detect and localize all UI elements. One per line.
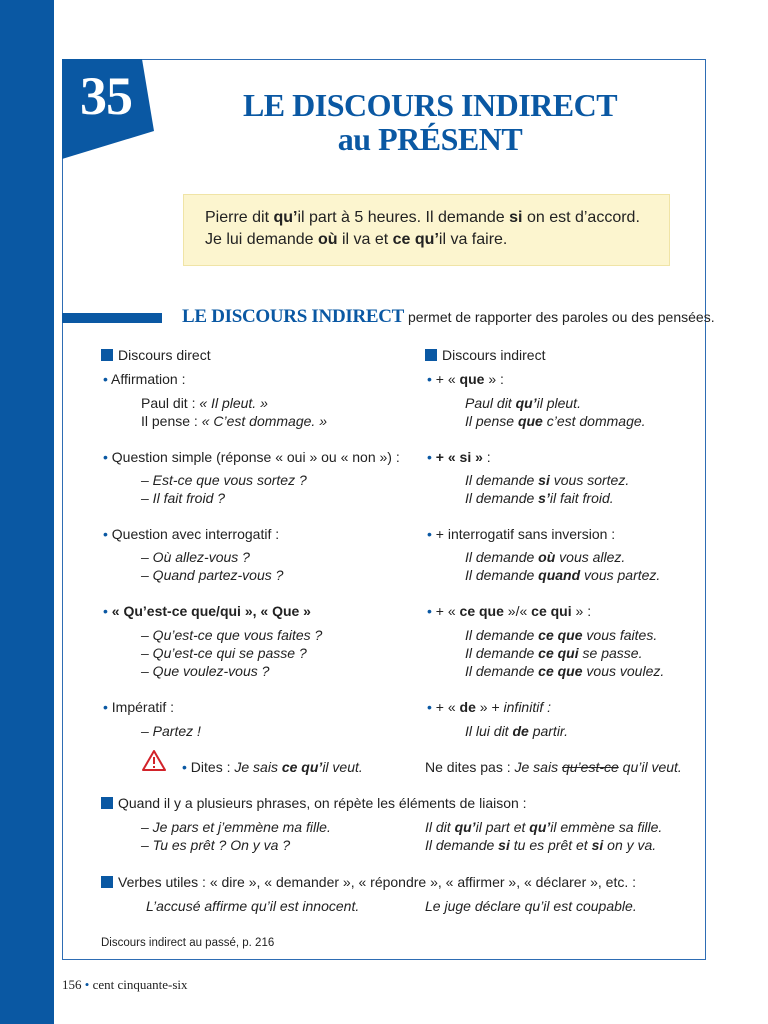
rule-label-de: • + « de » + infinitif : (427, 699, 551, 715)
verbes-utiles-text: Verbes utiles : « dire », « demander », « répondre », « affirmer », « déclarer », etc. : (118, 874, 637, 890)
example-text: Je lui demande (205, 231, 318, 248)
blue-margin-band (0, 0, 54, 1024)
bullet-dot-icon: • (103, 449, 108, 465)
bullet-dot-icon: • (427, 371, 432, 387)
column-header-indirect (425, 346, 545, 364)
example-keyword: qu’ (273, 209, 298, 226)
example-direct: – Est-ce que vous sortez ? (141, 472, 307, 488)
warning-example: qu’il veut. (618, 759, 682, 775)
rule-label-text: Question avec interrogatif : (111, 526, 280, 542)
rule-label-affirmation (103, 370, 185, 388)
example-direct: L’accusé affirme qu’il est innocent. (146, 898, 360, 914)
rule-label-text: Impératif : (111, 699, 175, 715)
cross-reference-note: Discours indirect au passé, p. 216 (101, 937, 275, 949)
column-header-direct (101, 346, 211, 364)
example-indirect: Paul dit qu’il pleut. (465, 395, 581, 411)
example-text: il va et (337, 231, 393, 248)
example-indirect: Il demande s’il fait froid. (465, 490, 614, 506)
chapter-number-tab (62, 59, 154, 159)
bullet-dot-icon: • (427, 699, 432, 715)
warning-label: Ne dites pas : (425, 759, 515, 775)
example-indirect: Il demande ce que vous faites. (465, 627, 658, 643)
example-indirect: Il lui dit de partir. (465, 723, 568, 739)
page-number-words: cent cinquante-six (92, 977, 188, 992)
page-number (62, 977, 188, 993)
example-indirect: Il demande ce qui se passe. (465, 645, 643, 661)
bullet-dot-icon: • (427, 449, 432, 465)
example-direct: – Que voulez-vous ? (141, 663, 270, 679)
example-indirect: Il demande quand vous partez. (465, 567, 661, 583)
bullet-dot-icon: • (103, 526, 108, 542)
rule-label-question-interrogatif (103, 525, 279, 543)
square-bullet-icon (101, 876, 113, 888)
rule-label-imperatif (103, 698, 174, 716)
section-intro-text: permet de rapporter des paroles ou des pensées. (404, 309, 715, 325)
rule-label-si: • + « si » : (427, 449, 491, 465)
title-line-2: au PRÉSENT (337, 121, 523, 157)
example-keyword: si (509, 209, 523, 226)
warning-example: Je sais (514, 759, 562, 775)
struck-text: qu’est-ce (561, 759, 619, 775)
example-keyword: ce qu’ (392, 231, 439, 248)
example-text: Pierre dit (205, 209, 274, 226)
square-bullet-icon (425, 349, 437, 361)
example-indirect: Le juge déclare qu’il est coupable. (425, 898, 637, 914)
bullet-dot-icon: • (182, 759, 187, 775)
example-direct: Paul dit : « Il pleut. » (141, 395, 268, 411)
example-text: il va faire. (438, 231, 508, 248)
bullet-dot-icon: • (84, 977, 90, 992)
example-direct: – Tu es prêt ? On y va ? (141, 837, 291, 853)
rule-label-text: Question simple (réponse « oui » ou « non ») : (111, 449, 400, 465)
example-direct: – Qu’est-ce qui se passe ? (141, 645, 307, 661)
example-indirect: Il demande si vous sortez. (465, 472, 630, 488)
example-text: on est d’accord. (522, 209, 640, 226)
rule-label-text: Affirmation : (111, 371, 186, 387)
square-bullet-icon (101, 349, 113, 361)
example-indirect: Il pense que c’est dommage. (465, 413, 646, 429)
example-direct: – Quand partez-vous ? (141, 567, 284, 583)
example-indirect: Il demande où vous allez. (465, 549, 626, 565)
page-title (180, 88, 680, 156)
section-bar (62, 313, 162, 323)
chapter-number: 35 (80, 66, 132, 126)
section-intro (182, 306, 715, 328)
rule-label-interrogatif (427, 525, 615, 543)
example-indirect: Il dit qu’il part et qu’il emmène sa fille. (425, 819, 663, 835)
bullet-dot-icon: • (103, 699, 108, 715)
column-header-label: Discours indirect (442, 347, 546, 363)
rule-label-quest-ce: • « Qu’est-ce que/qui », « Que » (103, 603, 311, 619)
section-heading: LE DISCOURS INDIRECT (182, 306, 405, 327)
bullet-dot-icon: • (103, 603, 108, 619)
example-text: il part à 5 heures. Il demande (297, 209, 510, 226)
example-direct: – Où allez-vous ? (141, 549, 250, 565)
example-direct: Il pense : « C’est dommage. » (141, 413, 327, 429)
example-direct: – Il fait froid ? (141, 490, 226, 506)
example-line-2 (205, 229, 669, 251)
title-line-1: LE DISCOURS INDIRECT (242, 87, 618, 123)
example-direct: – Je pars et j’emmène ma fille. (141, 819, 331, 835)
page-number-digits: 156 (62, 977, 82, 992)
bullet-dot-icon: • (103, 371, 108, 387)
rule-label-ce-que: • + « ce que »/« ce qui » : (427, 603, 592, 619)
column-header-label: Discours direct (118, 347, 211, 363)
plusieurs-phrases-text: Quand il y a plusieurs phrases, on répète les éléments de liaison : (118, 795, 527, 811)
bullet-dot-icon: • (427, 526, 432, 542)
verbes-utiles-heading (101, 873, 636, 891)
bullet-dot-icon: • (427, 603, 432, 619)
rule-label-que: • + « que » : (427, 371, 504, 387)
warning-label: Dites : (190, 759, 235, 775)
example-keyword: où (317, 231, 338, 248)
example-direct: – Partez ! (141, 723, 201, 739)
square-bullet-icon (101, 797, 113, 809)
rule-label-question-simple (103, 448, 400, 466)
example-line-1 (205, 207, 669, 229)
rule-label-text: + interrogatif sans inversion : (435, 526, 616, 542)
warning-ne-dites-pas (425, 758, 682, 776)
example-indirect: Il demande si tu es prêt et si on y va. (425, 837, 657, 853)
example-direct: – Qu’est-ce que vous faites ? (141, 627, 323, 643)
plusieurs-phrases-heading (101, 794, 527, 812)
example-box (183, 194, 670, 266)
example-indirect: Il demande ce que vous voulez. (465, 663, 665, 679)
warning-dites: • Dites : Je sais ce qu’il veut. (182, 759, 363, 775)
warning-triangle-icon (142, 749, 166, 771)
